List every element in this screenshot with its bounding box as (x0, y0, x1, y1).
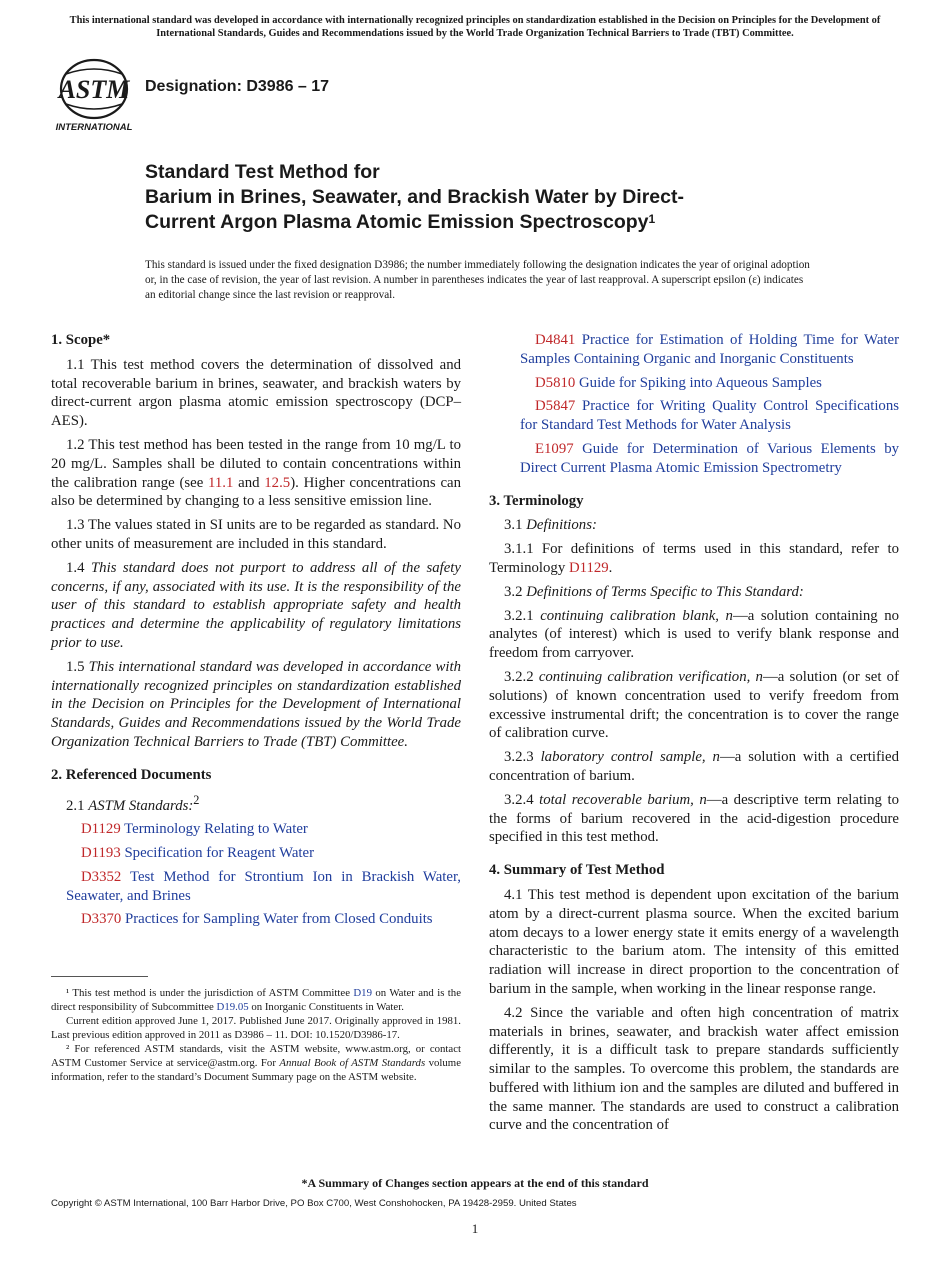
paragraph-3-1-text: Definitions: (526, 517, 597, 534)
document-title (145, 160, 905, 235)
paragraph-1-5 (51, 658, 461, 752)
paragraph-3-2-1-definition: —a solution containing no analytes (of interest) which is used to verify blank response and freedom from carryover. (489, 607, 900, 662)
paragraph-3-2-2-definition: —a solution (or set of solutions) of known concentration used to verify freedom from excessive instrumental drift; the concentration is to cover the range of calibration curve. (489, 668, 899, 742)
page-number: 1 (471, 1221, 479, 1236)
summary-of-changes-note: *A Summary of Changes section appears at the end of this standard (301, 1176, 649, 1190)
paragraph-3-1-1-text-b: . (608, 559, 613, 576)
footnote-1-text-a: ¹ This test method is under the jurisdiction of ASTM Committee (66, 987, 354, 999)
left-column (51, 331, 461, 934)
title-line-3-text: Current Argon Plasma Atomic Emission Spectroscopy (145, 211, 649, 233)
astm-standards-label (51, 791, 461, 816)
copyright-line: Copyright © ASTM International, 100 Barr Harbor Drive, PO Box C700, West Conshohocken, PA 19428-2959. United States (51, 1198, 577, 1209)
paragraph-3-2-2 (489, 668, 899, 743)
development-notice: This international standard was developed in accordance with internationally recognized principles on standardization established in the Decision on Principles for the Development of International Standards, Guides and Recommendations issued by the World Trade Organization Technical Barriers to Trade (TBT) Committee. (69, 15, 881, 39)
footnote-2 (51, 1043, 461, 1084)
reference-item[interactable] (51, 820, 461, 839)
link-committee-d19[interactable]: D19 (353, 987, 372, 999)
paragraph-3-1-1 (489, 540, 899, 578)
paragraph-3-1 (489, 516, 899, 535)
paragraph-3-1-1-text-a: 3.1.1 For definitions of terms used in this standard, refer to Terminology (489, 541, 899, 576)
reference-code[interactable]: D3370 (81, 911, 122, 928)
paragraph-1-4 (51, 559, 461, 653)
paragraph-3-2-text: Definitions of Terms Specific to This Standard: (526, 583, 804, 600)
reference-item[interactable] (51, 844, 461, 863)
reference-title[interactable]: Practice for Estimation of Holding Time for Water Samples Containing Organic and Inorganic Constituents (520, 332, 899, 367)
term-laboratory-control-sample: laboratory control sample, n (540, 749, 720, 766)
term-continuing-calibration-verification: continuing calibration verification, n (538, 668, 763, 685)
reference-code[interactable]: D4841 (535, 332, 576, 348)
reference-code[interactable]: E1097 (535, 440, 574, 457)
title-line-2: Barium in Brines, Seawater, and Brackish Water by Direct- (145, 186, 684, 208)
link-subcommittee-d19-05[interactable]: D19.05 (216, 1000, 249, 1013)
footnote-1 (51, 987, 461, 1014)
title-line-3 (145, 210, 905, 235)
reference-title[interactable]: Practices for Sampling Water from Closed Conduits (124, 911, 433, 928)
footnotes (51, 987, 461, 1085)
astm-standards-number: 2.1 (66, 797, 89, 814)
reference-item[interactable] (489, 440, 899, 478)
reference-code[interactable]: D1193 (81, 845, 121, 862)
section-heading-terminology: 3. Terminology (489, 492, 584, 509)
section-heading-summary: 4. Summary of Test Method (489, 862, 665, 879)
footnote-1-text-c: on Inorganic Constituents in Water. (248, 1000, 404, 1013)
paragraph-1-2-text-a: 1.2 This test method has been tested in the range from 10 mg/L to 20 mg/L. Samples shall be diluted to contain concentrations within the calibration range (see (51, 436, 461, 491)
astm-standards-footnote-ref[interactable]: 2 (193, 792, 200, 807)
title-footnote-ref[interactable]: 1 (648, 212, 656, 226)
paragraph-1-5-number: 1.5 (66, 658, 89, 675)
footnote-2-text-b: volume information, refer to the standard’s Document Summary page on the ASTM website. (51, 1056, 461, 1083)
paragraph-1-4-number: 1.4 (66, 559, 91, 576)
standard-issuance-note: This standard is issued under the fixed designation D3986; the number immediately following the designation indicates the year of original adoption or, in the case of revision, the year of last revision. A number in parentheses indicates the year of last reapproval. A superscript epsilon (ε) indicates an editorial change since the last revision or reapproval. (145, 259, 810, 301)
paragraph-4-1: 4.1 This test method is dependent upon excitation of the barium atom by a direct-current plasma source. When the excited barium atom decays to a lower energy state it emits energy of a wavelength characteristic to the barium atom. The intensity of this emitted radiation will increase in direct proportion to the concentration of barium in the sample, when working in the linear response range. (489, 886, 899, 997)
paragraph-1-1: 1.1 This test method covers the determination of dissolved and total recoverable barium in brines, seawater, and brackish waters by direct-current argon plasma atomic emission spectroscopy (DCP–AES). (51, 356, 461, 430)
paragraph-3-2-4-definition: —a descriptive term relating to the forms of barium recovered in the acid-digestion procedure specified in this test method. (489, 791, 899, 846)
reference-title[interactable]: Terminology Relating to Water (124, 821, 308, 838)
reference-code[interactable]: D1129 (81, 821, 121, 838)
paragraph-1-2-text-b: ). Higher concentrations can also be determined by changing to a less sensitive emission line. (51, 474, 461, 510)
paragraph-3-2-1 (489, 607, 899, 663)
reference-title[interactable]: Practice for Writing Quality Control Specifications for Standard Test Methods for Water Analysis (520, 398, 899, 434)
reference-code[interactable]: D5810 (535, 374, 576, 391)
footnote-2-italic: Annual Book of ASTM Standards (279, 1056, 426, 1069)
link-12-5[interactable]: 12.5 (264, 474, 291, 491)
paragraph-1-3: 1.3 The values stated in SI units are to be regarded as standard. No other units of measurement are included in this standard. (51, 517, 461, 552)
astm-logo (52, 56, 136, 134)
reference-code[interactable]: D3352 (81, 868, 122, 885)
term-total-recoverable-barium: total recoverable barium, n (539, 791, 707, 808)
reference-title[interactable]: Guide for Determination of Various Elements by Direct Current Plasma Atomic Emission Spectrometry (520, 440, 899, 476)
paragraph-3-2-4 (489, 791, 899, 847)
footnote-2-text-a: ² For referenced ASTM standards, visit the ASTM website, www.astm.org, or contact ASTM Customer Service at service@astm.org. For (51, 1043, 461, 1069)
link-11-1[interactable]: 11.1 (208, 474, 234, 491)
paragraph-3-2-3-number: 3.2.3 (504, 749, 541, 766)
reference-item[interactable] (51, 910, 461, 929)
reference-item[interactable] (489, 374, 899, 393)
link-d1129[interactable]: D1129 (568, 559, 609, 576)
astm-standards-text: ASTM Standards: (88, 797, 194, 814)
section-heading-scope: 1. Scope* (51, 332, 111, 348)
paragraph-4-2: 4.2 Since the variable and often high concentration of matrix materials in brines, seawater, and brackish water affect emission differently, it is a difficult task to prepare standards sufficiently similar to the samples. To overcome this problem, the standards are buffered with lithium ion and the samples are diluted and buffered in the same manner. The standards are used to construct a calibration curve and the concentration of (489, 1004, 899, 1134)
paragraph-1-2-and: and (233, 474, 265, 491)
paragraph-3-2-1-number: 3.2.1 (504, 607, 541, 624)
footnote-1-edition: Current edition approved June 1, 2017. Published June 2017. Originally approved in 1981. Last previous edition approved in 2011 as D3986 – 11. DOI: 10.1520/D3986-17. (51, 1015, 461, 1041)
reference-title[interactable]: Test Method for Strontium Ion in Brackish Water, Seawater, and Brines (66, 868, 461, 904)
footnote-1-text-b: on Water and is the direct responsibility of Subcommittee (51, 987, 461, 1013)
paragraph-1-5-text: This international standard was developed in accordance with internationally recognized principles on standardization established in the Decision on Principles for the Development of International Standards, Guides and Recommendations issued by the World Trade Organization Technical Barriers to Trade (TBT) Committee. (51, 658, 461, 750)
paragraph-1-4-text: This standard does not purport to address all of the safety concerns, if any, associated with its use. It is the responsibility of the user of this standard to establish appropriate safety and health practices and determine the applicability of regulatory limitations prior to use. (51, 559, 461, 651)
reference-item[interactable] (51, 868, 461, 906)
term-continuing-calibration-blank: continuing calibration blank, n (540, 607, 733, 624)
paragraph-3-1-number: 3.1 (504, 517, 527, 534)
paragraph-3-2-4-number: 3.2.4 (504, 791, 540, 808)
paragraph-3-2-3-definition: —a solution with a certified concentration of barium. (489, 749, 900, 784)
logo-text: ASTM (58, 75, 130, 104)
paragraph-3-2-2-number: 3.2.2 (504, 668, 539, 685)
paragraph-1-2 (51, 436, 461, 511)
right-column (489, 331, 899, 1140)
logo-subtext: INTERNATIONAL (55, 122, 133, 133)
section-heading-referenced-documents: 2. Referenced Documents (51, 766, 212, 783)
reference-title[interactable]: Guide for Spiking into Aqueous Samples (578, 374, 822, 391)
reference-code[interactable]: D5847 (535, 398, 576, 415)
reference-title[interactable]: Specification for Reagent Water (124, 845, 315, 862)
paragraph-3-2-number: 3.2 (504, 583, 527, 600)
paragraph-3-2-3 (489, 748, 899, 786)
title-line-1: Standard Test Method for (145, 161, 380, 183)
reference-item[interactable] (489, 397, 899, 435)
paragraph-3-2 (489, 583, 899, 602)
footnote-divider (51, 976, 148, 977)
reference-item[interactable] (489, 331, 899, 369)
designation: Designation: D3986 – 17 (145, 78, 330, 95)
